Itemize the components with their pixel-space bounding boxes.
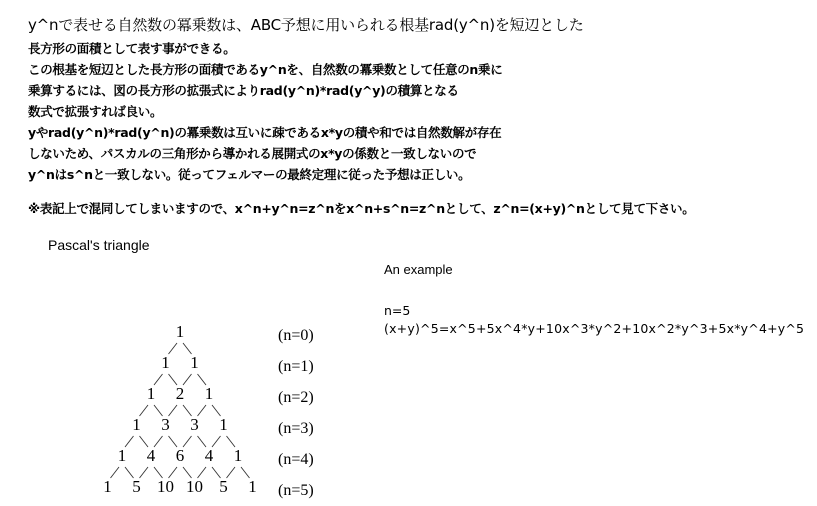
- pascal-coefficient: 1: [117, 446, 127, 465]
- paragraph-line: 数式で拡張すれば良い。: [28, 104, 163, 119]
- triangle-connector: [227, 467, 236, 478]
- paragraph-line: 乗算するには、図の長方形の拡張式によりrad(y^n)*rad(y^y)の積算となる: [28, 83, 459, 98]
- pascal-coefficient: 3: [190, 415, 199, 434]
- pascal-coefficient: 5: [219, 477, 228, 496]
- triangle-connector: [198, 405, 207, 416]
- triangle-connector: [140, 405, 149, 416]
- pascal-coefficient: 2: [175, 384, 185, 403]
- paragraph-line: 長方形の面積として表す事ができる。: [28, 41, 236, 56]
- pascal-coefficient: 1: [219, 415, 228, 434]
- pascal-coefficient: 1: [233, 446, 243, 465]
- pascal-coefficient: 4: [204, 446, 214, 465]
- pascal-row-label: (n=1): [278, 358, 314, 375]
- pascal-coefficient: 3: [161, 415, 170, 434]
- paragraph-line: この根基を短辺とした長方形の面積であるy^nを、自然数の冪乗数として任意のn乗に: [28, 62, 503, 77]
- pascal-triangle-figure: [80, 315, 350, 505]
- paragraph-line: しないため、パスカルの三角形から導かれる展開式のx*yの係数と一致しないので: [28, 146, 477, 161]
- triangle-connector: [212, 436, 221, 447]
- pascal-row-label: (n=2): [278, 389, 314, 406]
- triangle-connector: [111, 467, 120, 478]
- pascal-coefficient: 4: [146, 446, 156, 465]
- paragraph-line: y^nはs^nと一致しない。従ってフェルマーの最終定理に従った予想は正しい。: [28, 167, 471, 182]
- triangle-connector: [154, 436, 163, 447]
- pascal-triangle-label: Pascal's triangle: [48, 237, 150, 253]
- triangle-connector: [125, 436, 134, 447]
- pascal-coefficient: 1: [161, 353, 170, 372]
- pascal-coefficient: 1: [175, 322, 185, 341]
- pascal-coefficient: 10: [157, 477, 174, 496]
- triangle-connector: [183, 436, 192, 447]
- explanation-paragraph: [28, 38, 502, 185]
- pascal-coefficient: 1: [103, 477, 112, 496]
- pascal-row-label: (n=4): [278, 451, 314, 468]
- pascal-coefficient: 5: [132, 477, 141, 496]
- pascal-row-label: (n=0): [278, 327, 314, 344]
- pascal-row-label: (n=5): [278, 482, 314, 499]
- triangle-connector: [169, 405, 178, 416]
- document-title: y^nで表せる自然数の冪乗数は、ABC予想に用いられる根基rad(y^n)を短辺とした: [28, 16, 584, 34]
- example-formula: (x+y)^5=x^5+5x^4*y+10x^3*y^2+10x^2*y^3+5x*y^4+y^5: [384, 321, 805, 336]
- paragraph-line: yやrad(y^n)*rad(y^n)の冪乗数は互いに疎であるx*yの積や和では自然数解が存在: [28, 125, 502, 140]
- example-title: An example: [384, 262, 453, 277]
- pascal-row-label: (n=3): [278, 420, 314, 437]
- example-n-value: n=5: [384, 303, 411, 318]
- pascal-coefficient: 10: [186, 477, 203, 496]
- triangle-connector: [140, 467, 149, 478]
- triangle-connector: [169, 343, 178, 354]
- pascal-coefficient: 6: [175, 446, 185, 465]
- pascal-coefficient: 1: [248, 477, 257, 496]
- pascal-coefficient: 1: [132, 415, 141, 434]
- pascal-coefficient: 1: [204, 384, 214, 403]
- triangle-connector: [154, 374, 163, 385]
- pascal-coefficient: 1: [146, 384, 156, 403]
- notation-note: ※表記上で混同してしまいますので、x^n+y^n=z^nをx^n+s^n=z^nとして、z^n=(x+y)^nとして見て下さい。: [28, 201, 695, 216]
- pascal-coefficient: 1: [190, 353, 199, 372]
- example-block: [384, 262, 804, 336]
- triangle-connector: [183, 374, 192, 385]
